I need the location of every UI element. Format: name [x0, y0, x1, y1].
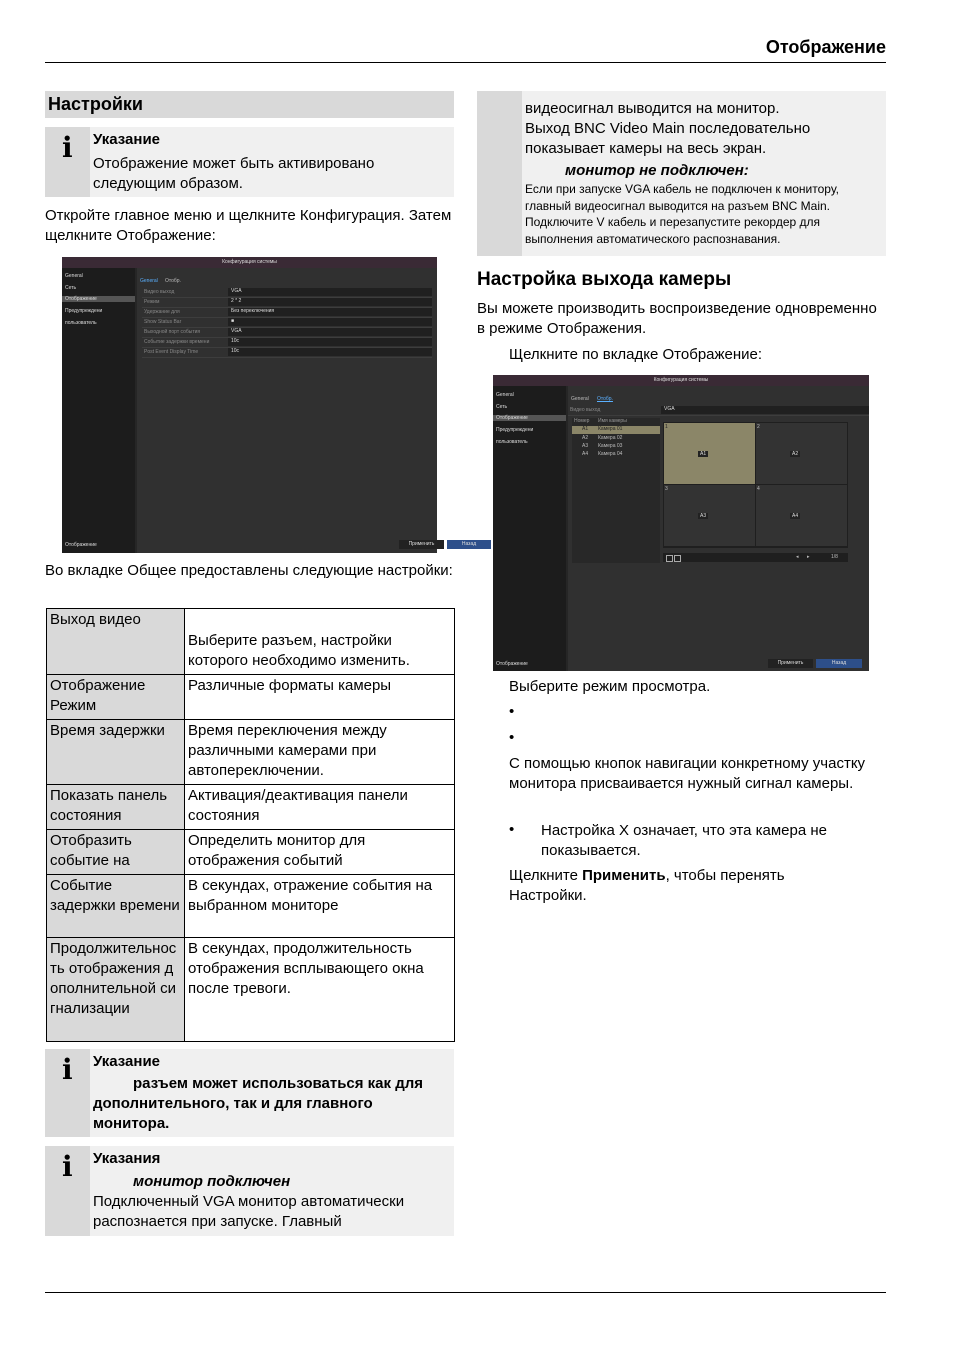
note-text: разъем может использоваться как для дополнительного, так и для главного монитора. [93, 1075, 424, 1132]
camera-name: Камера 01 [598, 426, 623, 432]
setting-row[interactable]: Режим 2 * 2 [142, 298, 432, 308]
table-key: Событие задержки времени [47, 875, 185, 938]
table-row [47, 830, 455, 875]
col-name-header: Имя камеры [598, 418, 627, 424]
note-title: Указание [93, 131, 161, 148]
note-text: Отображение может быть активировано следующим образом. [93, 155, 375, 192]
table-intro: Во вкладке Общее предоставлены следующие настройки: [45, 562, 453, 579]
screenshot-display-camera-output [493, 375, 869, 671]
tab-display[interactable]: Отобр. [165, 278, 181, 284]
back-button[interactable]: Назад [447, 540, 491, 549]
bullet-icon: • [509, 821, 515, 838]
table-key: Отображение Режим [47, 675, 185, 720]
note-subtitle: монитор не подключен: [565, 162, 749, 179]
table-key: Продолжительность отображения дополнительной сигнализации [47, 938, 185, 1042]
note-box [45, 127, 454, 197]
sidebar-item-user[interactable]: пользователь [65, 320, 97, 326]
note-title: Указание [93, 1053, 161, 1070]
grid-cell-2[interactable]: 2 A2 [756, 423, 847, 484]
sidebar-item-user[interactable]: пользователь [496, 439, 528, 445]
info-icon: i [45, 127, 90, 197]
intro-text: Вы можете производить воспроизведение одновременно в режиме Отображения. [477, 300, 877, 337]
table-key: Отобразить событие на [47, 830, 185, 875]
apply-button[interactable]: Применить [768, 659, 813, 668]
prev-icon[interactable]: ◂ [796, 554, 799, 560]
note-small-text: Если при запуске VGA кабель не подключен к монитору, главный видеосигнал выводится на разъем BNC Main. Подключите V кабель и перезапустите рекордер для выполнения автоматического распознавания. [525, 182, 839, 246]
grid-cell-4[interactable]: 4 A4 [756, 485, 847, 546]
note-icon-strip [477, 91, 522, 256]
setting-row[interactable]: Видео выход VGA [142, 288, 432, 298]
instruction-text: Щелкните по вкладке Отображение: [509, 346, 763, 363]
table-key: Время задержки [47, 720, 185, 785]
cell-camera-select[interactable]: A4 [792, 513, 799, 519]
table-value: В секундах, продолжительность отображения всплывающего окна после тревоги. [185, 938, 455, 1042]
cell-camera-select[interactable]: A1 [700, 451, 707, 457]
camera-number: A1 [582, 426, 589, 432]
section-heading: Настройка выхода камеры [477, 269, 732, 290]
sidebar [493, 386, 566, 671]
info-icon: i [45, 1049, 90, 1137]
paragraph: Щелкните Применить, чтобы перенять Настройки. [509, 867, 785, 904]
back-button[interactable]: Назад [816, 659, 862, 668]
header-rule [45, 62, 886, 63]
camera-list [572, 418, 660, 563]
bullet-text: Настройка X означает, что эта камера не показывается. [541, 822, 828, 859]
sidebar-item-display[interactable]: Отображение [62, 296, 135, 302]
bullet-icon: • [509, 703, 515, 720]
setting-row[interactable]: Событие задержки времени 10с [142, 338, 432, 348]
sidebar-item-general[interactable]: General [496, 392, 514, 398]
intro-text: Откройте главное меню и щелкните Конфигурация. Затем щелкните Отображение: [45, 207, 452, 244]
settings-panel [568, 386, 869, 671]
instruction-text: Выберите режим просмотра. [509, 678, 711, 695]
setting-row[interactable]: Выходной порт события VGA [142, 328, 432, 338]
info-icon: i [45, 1146, 90, 1236]
camera-number[interactable]: A3 [582, 443, 589, 449]
note-text: Выход BNC Video Main последовательно показывает камеры на весь экран. [525, 120, 811, 157]
note-subtitle: монитор подключен [133, 1173, 291, 1190]
table-row [47, 675, 455, 720]
page-indicator: 1/8 [831, 554, 838, 560]
grid-nav-bar [663, 553, 848, 562]
video-output-row[interactable]: Видео выход VGA [568, 406, 869, 416]
sidebar-item-network[interactable]: Сеть [496, 404, 508, 410]
sidebar-item-alarm[interactable]: Предупреждени [65, 308, 103, 314]
cell-camera-select[interactable]: A2 [792, 451, 799, 457]
next-icon[interactable]: ▸ [807, 554, 810, 560]
table-row [47, 720, 455, 785]
tab-general[interactable]: General [140, 278, 158, 284]
table-row [47, 609, 455, 675]
sidebar-footer-label: Отображение [65, 542, 97, 548]
page-header-title: Отображение [765, 37, 886, 57]
sidebar-item-display[interactable]: Отображение [493, 415, 566, 421]
layout-icon[interactable] [674, 555, 681, 562]
note-text: Подключенный VGA монитор автоматически распознается при запуске. Главный [93, 1193, 405, 1230]
table-value: Определить монитор для отображения событий [185, 830, 455, 875]
sidebar-footer-label: Отображение [496, 661, 528, 667]
bullet-icon: • [509, 729, 515, 746]
table-value: Время переключения между различными камерами при автопереключении. [185, 720, 455, 785]
sidebar-item-general[interactable]: General [65, 273, 83, 279]
table-key: Выход видео [47, 609, 185, 675]
grid-cell-3[interactable]: 3 A3 [664, 485, 755, 546]
setting-row[interactable]: Post Event Display Time 10с [142, 348, 432, 358]
table-row [47, 875, 455, 938]
cell-camera-select[interactable]: A3 [700, 513, 707, 519]
section-heading: Настройки [48, 94, 143, 114]
window-title: Конфигурация системы [62, 257, 437, 268]
apply-button[interactable]: Применить [399, 540, 444, 549]
sidebar [62, 268, 135, 553]
col-number-header: Номер [574, 418, 590, 424]
settings-panel [137, 268, 477, 553]
note-title: Указания [93, 1150, 161, 1167]
table-value: В секундах, отражение события на выбранном мониторе [185, 875, 455, 938]
layout-icon[interactable] [666, 555, 673, 562]
note-text: видеосигнал выводится на монитор. [525, 100, 780, 117]
camera-number[interactable]: A4 [582, 451, 589, 457]
section-heading-bar [45, 91, 454, 118]
footer-rule [45, 1292, 886, 1293]
camera-name[interactable]: Камера 02 [598, 435, 623, 441]
setting-row[interactable]: Show Status Bar ■ [142, 318, 432, 328]
camera-name[interactable]: Камера 03 [598, 443, 623, 449]
note-box-continued [477, 91, 886, 256]
setting-row[interactable]: Удержание для Без переключения [142, 308, 432, 318]
tab-display[interactable]: Отобр. [597, 396, 613, 402]
table-row [47, 785, 455, 830]
screenshot-display-general [62, 257, 477, 553]
monitor-layout-grid [663, 422, 848, 548]
paragraph: С помощью кнопок навигации конкретному участку монитора присваивается нужный сигнал камеры. [509, 755, 866, 792]
grid-cell-1[interactable]: 1 A1 [664, 423, 755, 484]
table-value: Выберите разъем, настройки которого необходимо изменить. [185, 609, 455, 675]
table-value: Различные форматы камеры [185, 675, 455, 720]
tab-general[interactable]: General [571, 396, 589, 402]
note-box [45, 1049, 454, 1137]
camera-number[interactable]: A2 [582, 435, 589, 441]
table-value: Активация/деактивация панели состояния [185, 785, 455, 830]
settings-table [46, 608, 455, 1042]
window-title: Конфигурация системы [493, 375, 869, 386]
table-row [47, 938, 455, 1042]
camera-name[interactable]: Камера 04 [598, 451, 623, 457]
sidebar-item-network[interactable]: Сеть [65, 285, 77, 291]
sidebar-item-alarm[interactable]: Предупреждени [496, 427, 534, 433]
table-key: Показать панель состояния [47, 785, 185, 830]
note-box [45, 1146, 454, 1236]
